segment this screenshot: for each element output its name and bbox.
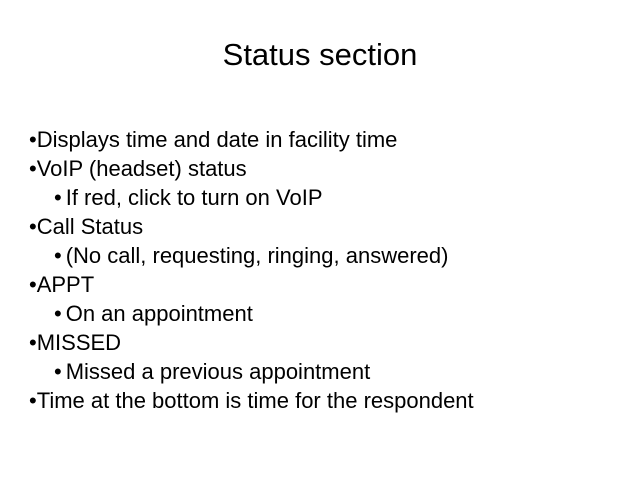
bullet-text: APPT xyxy=(36,272,95,297)
bullet-text: (No call, requesting, ringing, answered) xyxy=(65,243,449,268)
bullet-item xyxy=(29,299,474,328)
bullet-item xyxy=(29,154,474,183)
bullet-icon: • xyxy=(54,185,62,210)
slide-title: Status section xyxy=(222,37,418,72)
bullet-text: On an appointment xyxy=(65,301,253,326)
bullet-icon: • xyxy=(29,214,37,239)
bullet-text: Call Status xyxy=(36,214,144,239)
bullet-text: If red, click to turn on VoIP xyxy=(65,185,323,210)
bullet-icon: • xyxy=(54,359,62,384)
bullet-text: MISSED xyxy=(36,330,122,355)
bullet-item xyxy=(29,270,474,299)
bullet-item xyxy=(29,357,474,386)
bullet-icon: • xyxy=(29,156,37,181)
bullet-icon: • xyxy=(29,127,37,152)
bullet-item xyxy=(29,125,474,154)
bullet-icon: • xyxy=(54,243,62,268)
bullet-item xyxy=(29,328,474,357)
bullet-item xyxy=(29,241,474,270)
bullet-list xyxy=(29,125,474,415)
bullet-item xyxy=(29,386,474,415)
bullet-text: Displays time and date in facility time xyxy=(36,127,398,152)
bullet-text: Time at the bottom is time for the respondent xyxy=(36,388,474,413)
bullet-icon: • xyxy=(29,388,37,413)
bullet-icon: • xyxy=(29,272,37,297)
bullet-icon: • xyxy=(54,301,62,326)
bullet-item xyxy=(29,183,474,212)
bullet-item xyxy=(29,212,474,241)
bullet-icon: • xyxy=(29,330,37,355)
bullet-text: VoIP (headset) status xyxy=(36,156,247,181)
bullet-text: Missed a previous appointment xyxy=(65,359,371,384)
